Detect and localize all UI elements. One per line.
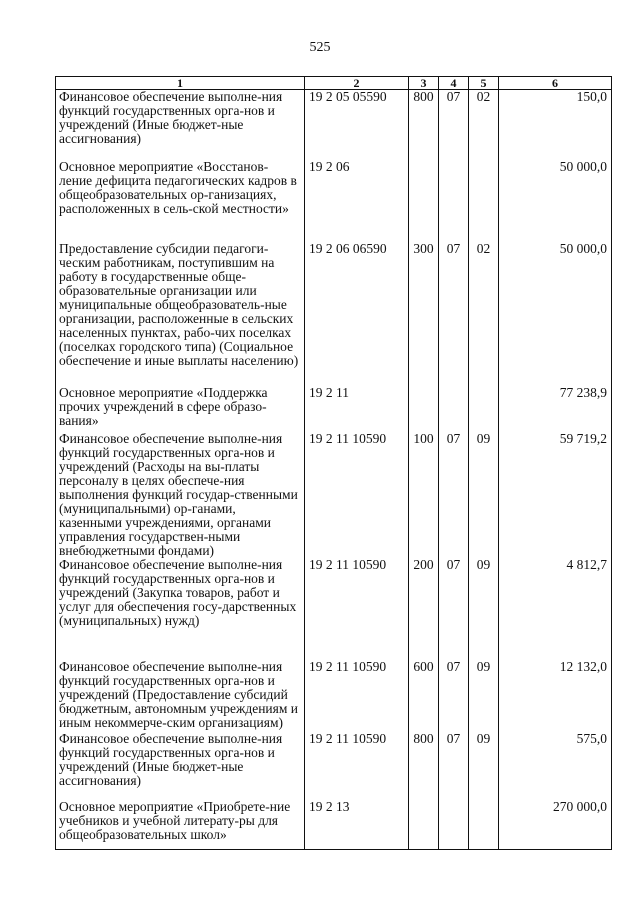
row-col3: 200 (409, 558, 439, 660)
row-name: Основное мероприятие «Восстанов-ление дефицита педагогических кадров в общеобразовательных ор-ганизациях, расположенных в сель-ской местности» (56, 160, 305, 242)
row-col3 (409, 386, 439, 432)
page-number: 525 (309, 40, 331, 55)
row-name: Финансовое обеспечение выполне-ния функций государственных орга-нов и учреждений (Закупка товаров, работ и услуг для обеспечения госу-дарственных (муниципальных) нужд) (56, 558, 305, 660)
row-amount: 12 132,0 (499, 660, 612, 732)
row-col5: 09 (469, 432, 499, 558)
row-col5: 09 (469, 732, 499, 800)
row-amount: 150,0 (499, 90, 612, 160)
row-col4 (439, 800, 469, 850)
row-col5 (469, 386, 499, 432)
row-name: Финансовое обеспечение выполне-ния функций государственных орга-нов и учреждений (Расходы на вы-платы персоналу в целях обеспече-ния выполнения функций государ-ственными (муниципальными) ор-ганами, казенными учреждениями, органами управления государствен-ными внебюджетными фондами) (56, 432, 305, 558)
row-col5 (469, 160, 499, 242)
row-col3: 300 (409, 242, 439, 386)
row-code: 19 2 11 10590 (305, 732, 409, 800)
row-col4 (439, 160, 469, 242)
row-amount: 270 000,0 (499, 800, 612, 850)
row-amount: 50 000,0 (499, 160, 612, 242)
header-col-1: 1 (56, 77, 305, 90)
row-code: 19 2 11 (305, 386, 409, 432)
row-col5: 09 (469, 660, 499, 732)
row-col4: 07 (439, 432, 469, 558)
row-amount: 4 812,7 (499, 558, 612, 660)
row-amount: 50 000,0 (499, 242, 612, 386)
table-row (56, 90, 612, 160)
row-code: 19 2 11 10590 (305, 558, 409, 660)
row-col4: 07 (439, 732, 469, 800)
row-col5: 02 (469, 242, 499, 386)
table-row (56, 432, 612, 558)
row-name: Основное мероприятие «Поддержка прочих учреждений в сфере образо-вания» (56, 386, 305, 432)
header-col-2: 2 (305, 77, 409, 90)
table-row (56, 660, 612, 732)
row-col5: 02 (469, 90, 499, 160)
row-amount: 575,0 (499, 732, 612, 800)
table-row (56, 160, 612, 242)
row-col3 (409, 800, 439, 850)
row-col4: 07 (439, 558, 469, 660)
row-col4: 07 (439, 90, 469, 160)
table-row (56, 800, 612, 850)
row-col3: 800 (409, 90, 439, 160)
header-col-6: 6 (499, 77, 612, 90)
row-col4: 07 (439, 660, 469, 732)
row-code: 19 2 05 05590 (305, 90, 409, 160)
row-amount: 77 238,9 (499, 386, 612, 432)
header-col-4: 4 (439, 77, 469, 90)
row-code: 19 2 11 10590 (305, 432, 409, 558)
row-name: Финансовое обеспечение выполне-ния функций государственных орга-нов и учреждений (Иные бюджет-ные ассигнования) (56, 732, 305, 800)
row-col5: 09 (469, 558, 499, 660)
table-row (56, 558, 612, 660)
row-col3: 800 (409, 732, 439, 800)
row-name: Основное мероприятие «Приобрете-ние учебников и учебной литерату-ры для общеобразовательных школ» (56, 800, 305, 850)
row-code: 19 2 06 06590 (305, 242, 409, 386)
header-row (56, 77, 612, 90)
table-row (56, 386, 612, 432)
header-col-3: 3 (409, 77, 439, 90)
table-row (56, 242, 612, 386)
row-code: 19 2 06 (305, 160, 409, 242)
row-col4: 07 (439, 242, 469, 386)
row-col5 (469, 800, 499, 850)
table-row (56, 732, 612, 800)
row-col4 (439, 386, 469, 432)
budget-table (55, 76, 612, 850)
row-col3 (409, 160, 439, 242)
row-name: Финансовое обеспечение выполне-ния функций государственных орга-нов и учреждений (Предоставление субсидий бюджетным, автономным учреждениям и иным некоммерче-ским организациям) (56, 660, 305, 732)
row-code: 19 2 11 10590 (305, 660, 409, 732)
row-code: 19 2 13 (305, 800, 409, 850)
row-amount: 59 719,2 (499, 432, 612, 558)
row-name: Предоставление субсидии педагоги-ческим работникам, поступившим на работу в государственные обще-образовательные организации или муниципальные общеобразователь-ные организации, расположенные в сельских населенных пунктах, рабо-чих поселках (поселках городского типа) (Социальное обеспечение и иные выплаты населению) (56, 242, 305, 386)
row-col3: 100 (409, 432, 439, 558)
row-col3: 600 (409, 660, 439, 732)
row-name: Финансовое обеспечение выполне-ния функций государственных орга-нов и учреждений (Иные бюджет-ные ассигнования) (56, 90, 305, 160)
header-col-5: 5 (469, 77, 499, 90)
